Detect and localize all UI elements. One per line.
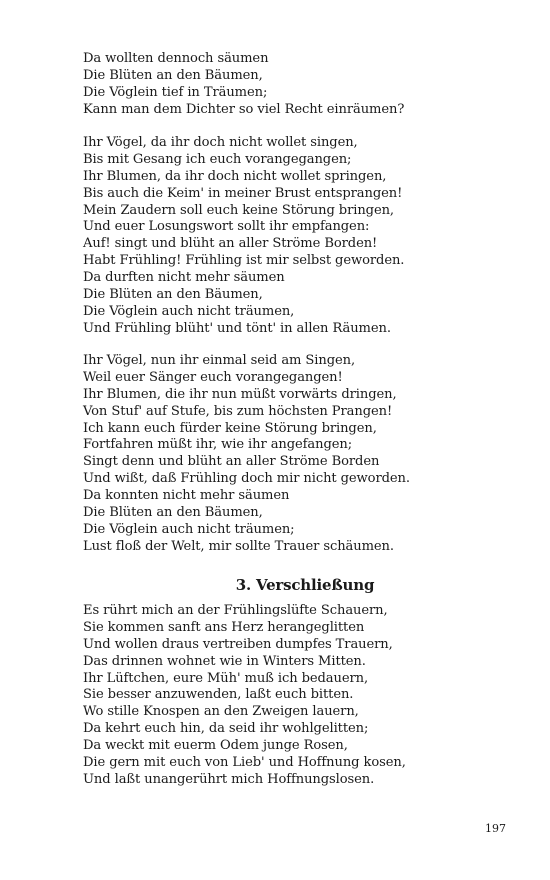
poem-line: Lust floß der Welt, mir sollte Trauer schäumen.	[83, 538, 394, 554]
poem-line: Und euer Losungswort sollt ihr empfangen:	[83, 219, 370, 235]
poem-line: Da konnten nicht mehr säumen	[83, 488, 290, 504]
poem-line: Bis auch die Keim' in meiner Brust entsprangen!	[83, 185, 403, 201]
poem-line: Und laßt unangerührt mich Hoffnungslosen.	[83, 771, 375, 787]
stanza-2	[83, 135, 523, 338]
poem-line: Ihr Blumen, die ihr nun müßt vorwärts dringen,	[83, 386, 397, 402]
poem-line: Da weckt mit euerm Odem junge Rosen,	[83, 738, 348, 754]
poem-line: Ihr Vögel, nun ihr einmal seid am Singen,	[83, 353, 356, 368]
poem-line: Kann man dem Dichter so viel Recht einräumen?	[83, 101, 405, 117]
section-title: 3. Verschließung	[235, 576, 375, 594]
poem-line: Bis mit Gesang ich euch vorangegangen;	[83, 151, 352, 167]
poem-line: Singt denn und blüht an aller Ströme Borden	[83, 454, 380, 470]
poem-line: Weil euer Sänger euch vorangegangen!	[83, 369, 343, 385]
poem-line: Die Blüten an den Bäumen,	[83, 67, 263, 83]
poem-line: Ihr Lüftchen, eure Müh' muß ich bedauern,	[83, 670, 369, 686]
poem-line: Da wollten dennoch säumen	[83, 51, 269, 66]
poem-line: Die Vöglein auch nicht träumen;	[83, 521, 295, 537]
stanza-1	[83, 51, 523, 119]
poem-line: Das drinnen wohnet wie in Winters Mitten.	[83, 653, 366, 669]
poem-line: Es rührt mich an der Frühlingslüfte Schauern,	[83, 603, 388, 618]
poem-line: Habt Frühling! Frühling ist mir selbst geworden.	[83, 253, 405, 269]
poem-line: Und wollen draus vertreiben dumpfes Trauern,	[83, 636, 393, 652]
poem-line: Die Blüten an den Bäumen,	[83, 287, 263, 303]
poem-line: Ich kann euch fürder keine Störung bringen,	[83, 420, 377, 436]
poem-line: Da kehrt euch hin, da seid ihr wohlgelitten;	[83, 721, 369, 737]
poem-line: Ihr Vögel, da ihr doch nicht wollet singen,	[83, 135, 358, 150]
page-number: 197	[485, 822, 506, 835]
poem-line: Sie kommen sanft ans Herz herangeglitten	[83, 619, 365, 635]
stanza-4	[83, 603, 523, 789]
poem-line: Von Stuf' auf Stufe, bis zum höchsten Prangen!	[83, 403, 393, 419]
poem-line: Die Blüten an den Bäumen,	[83, 505, 263, 521]
poem-line: Die gern mit euch von Lieb' und Hoffnung kosen,	[83, 755, 406, 771]
poem-line: Sie besser anzuwenden, laßt euch bitten.	[83, 687, 354, 703]
poem-line: Die Vöglein tief in Träumen;	[83, 84, 268, 100]
poem-line: Wo stille Knospen an den Zweigen lauern,	[83, 704, 359, 720]
stanza-3	[83, 353, 523, 556]
poem-line: Und Frühling blüht' und tönt' in allen Räumen.	[83, 320, 391, 336]
poem-line: Die Vöglein auch nicht träumen,	[83, 303, 295, 319]
poem-line: Fortfahren müßt ihr, wie ihr angefangen;	[83, 437, 353, 453]
poem-line: Auf! singt und blüht an aller Ströme Borden!	[83, 236, 378, 252]
poem-line: Ihr Blumen, da ihr doch nicht wollet springen,	[83, 168, 387, 184]
poem-line: Und wißt, daß Frühling doch mir nicht geworden.	[83, 471, 410, 487]
poem-line: Da durften nicht mehr säumen	[83, 270, 285, 286]
poem-line: Mein Zaudern soll euch keine Störung bringen,	[83, 202, 394, 218]
